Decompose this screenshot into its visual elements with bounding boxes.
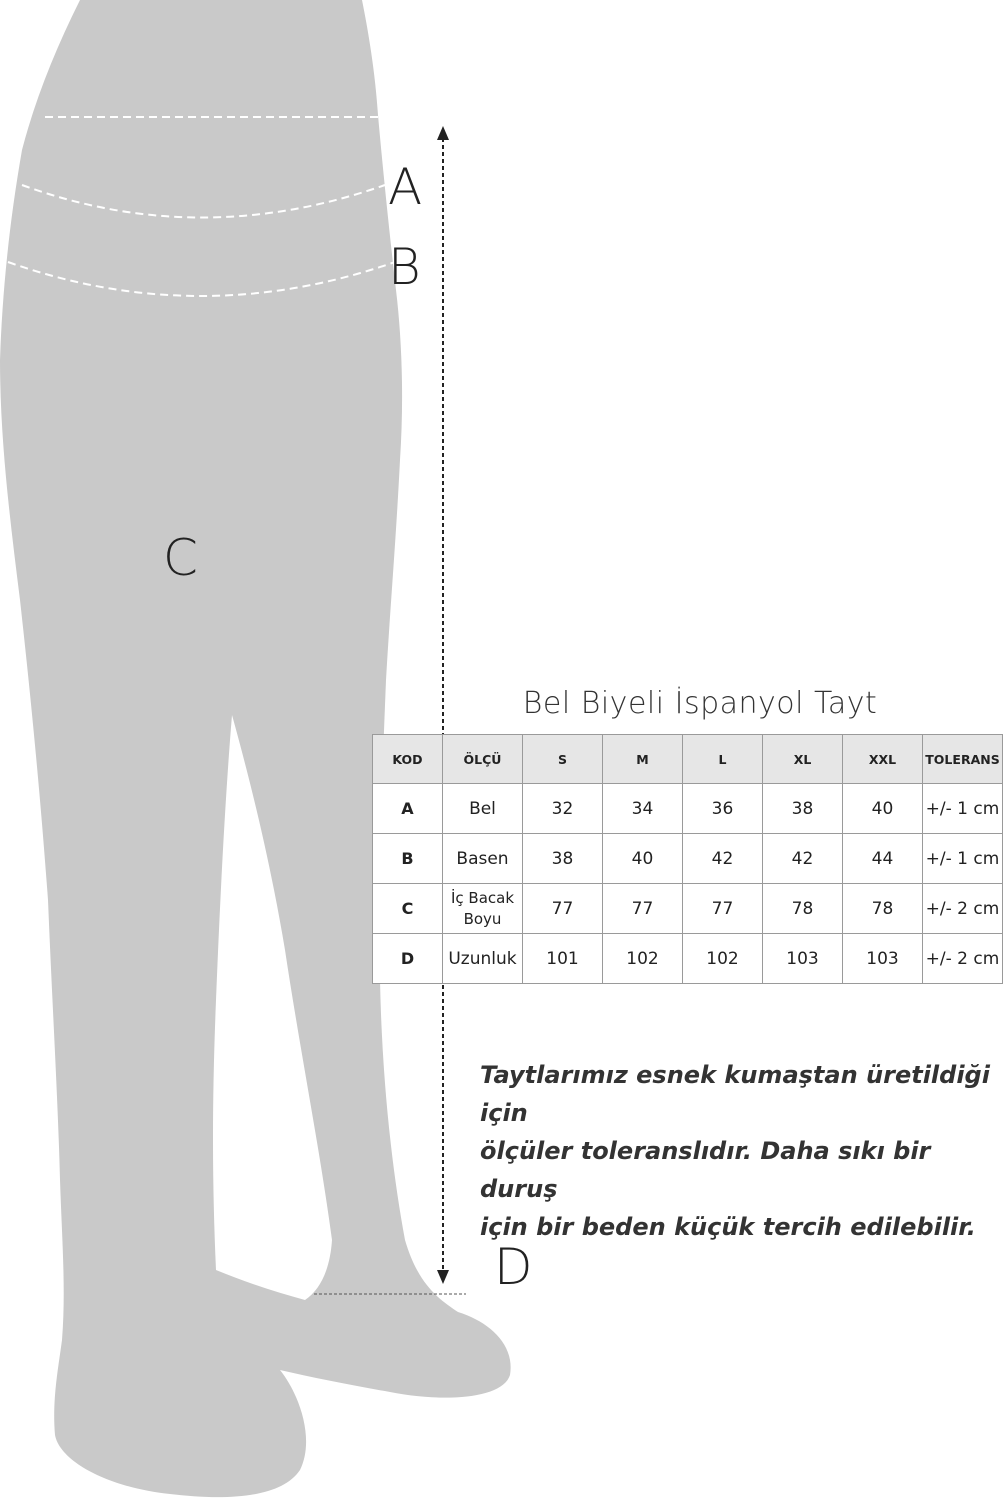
note-line: için bir beden küçük tercih edilebilir. [480, 1213, 976, 1241]
cell-value: 40 [603, 834, 683, 884]
cell-value: 77 [683, 884, 763, 934]
cell-value: 102 [683, 934, 763, 984]
cell-value: 78 [843, 884, 923, 934]
header-code: KOD [373, 735, 443, 784]
cell-value: 40 [843, 784, 923, 834]
marker-c: C [163, 529, 198, 587]
cell-value: 78 [763, 884, 843, 934]
marker-a: A [388, 158, 423, 216]
table-row [373, 934, 1003, 984]
cell-value: 101 [523, 934, 603, 984]
row-code: D [373, 934, 443, 984]
header-tolerance: TOLERANS [923, 735, 1003, 784]
cell-value: 103 [843, 934, 923, 984]
row-code: B [373, 834, 443, 884]
cell-value: 42 [683, 834, 763, 884]
table-row [373, 784, 1003, 834]
marker-d: D [494, 1238, 533, 1296]
chart-title: Bel Biyeli İspanyol Tayt [522, 686, 878, 721]
row-code: A [373, 784, 443, 834]
measure-name-line: Boyu [463, 909, 502, 928]
table-row [373, 884, 1003, 934]
cell-value: 102 [603, 934, 683, 984]
header-size-s: S [523, 735, 603, 784]
cell-value: 77 [603, 884, 683, 934]
row-measure-name: Uzunluk [443, 934, 523, 984]
cell-value: 38 [763, 784, 843, 834]
table-row [373, 834, 1003, 884]
cell-value: 103 [763, 934, 843, 984]
cell-value: 77 [523, 884, 603, 934]
cell-value: 42 [763, 834, 843, 884]
header-size-xxl: XXL [843, 735, 923, 784]
header-measure: ÖLÇÜ [443, 735, 523, 784]
table-header-row [373, 735, 1003, 784]
row-measure-name: Bel [443, 784, 523, 834]
row-measure-name [443, 884, 523, 934]
measure-name-line: İç Bacak [450, 888, 515, 907]
vertical-double-arrow-icon [437, 126, 449, 1284]
row-code: C [373, 884, 443, 934]
note-line: Taytlarımız esnek kumaştan üretildiği için [480, 1061, 990, 1127]
cell-value: 38 [523, 834, 603, 884]
header-size-l: L [683, 735, 763, 784]
cell-value: 36 [683, 784, 763, 834]
row-measure-name: Basen [443, 834, 523, 884]
cell-value: 44 [843, 834, 923, 884]
cell-tolerance: +/- 2 cm [923, 934, 1003, 984]
fit-note [480, 1056, 1000, 1246]
cell-tolerance: +/- 2 cm [923, 884, 1003, 934]
header-size-m: M [603, 735, 683, 784]
note-line: ölçüler toleranslıdır. Daha sıkı bir duruş [480, 1137, 931, 1203]
header-size-xl: XL [763, 735, 843, 784]
size-table [372, 734, 1003, 984]
cell-tolerance: +/- 1 cm [923, 834, 1003, 884]
cell-value: 32 [523, 784, 603, 834]
cell-value: 34 [603, 784, 683, 834]
marker-b: B [388, 238, 421, 296]
cell-tolerance: +/- 1 cm [923, 784, 1003, 834]
